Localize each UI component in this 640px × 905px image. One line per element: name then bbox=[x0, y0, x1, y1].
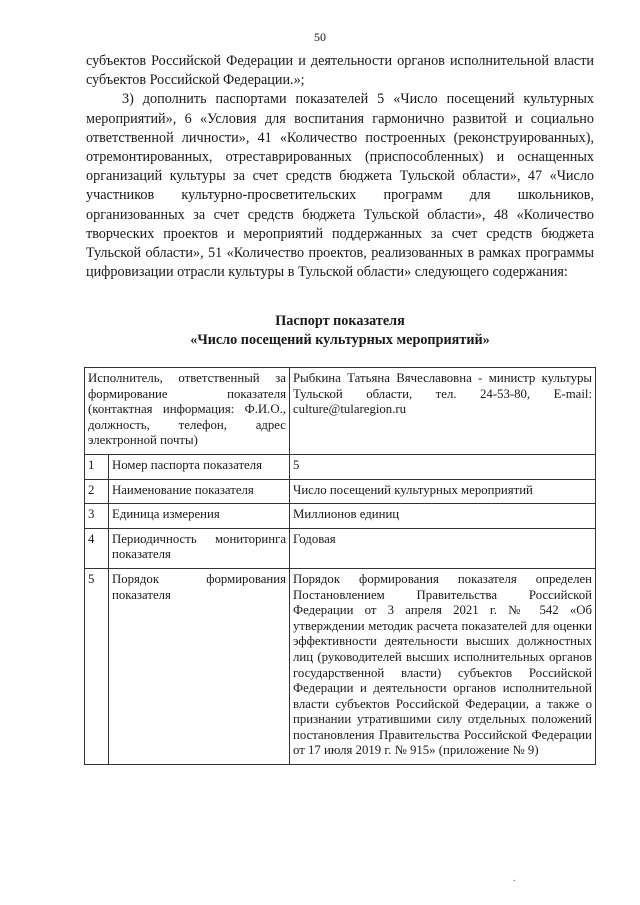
paragraph-continuation: субъектов Российской Федерации и деятельности органов исполнительной власти субъектов Российской Федерации.»; bbox=[86, 53, 594, 89]
passport-table bbox=[84, 367, 596, 765]
table-row bbox=[85, 568, 596, 764]
table-row bbox=[85, 454, 596, 479]
row-label: Порядок формирования показателя bbox=[109, 568, 290, 764]
row-number: 2 bbox=[85, 479, 109, 504]
table-row-executor bbox=[85, 368, 596, 455]
passport-title: Паспорт показателя bbox=[275, 313, 405, 329]
row-value: Миллионов единиц bbox=[290, 504, 596, 529]
passport-heading bbox=[86, 312, 594, 350]
executor-label: Исполнитель, ответственный за формирование показателя (контактная информация: Ф.И.О., должность, телефон, адрес электронной почты) bbox=[85, 368, 290, 455]
paragraph-amendment: 3) дополнить паспортами показателей 5 «Число посещений культурных мероприятий», 6 «Условия для воспитания гармонично развитой и социально ответственной личности», 41 «Количество построенных (реконструированных), отремонтированных, отреставрированных (приспособленных) и оснащенных организаций культуры за счет средств бюджета Тульской области», 47 «Число участников культурно-просветительских программ для школьников, организованных за счет средств бюджета Тульской области», 48 «Количество творческих проектов и мероприятий поддержанных за счет средств бюджета Тульской области», 51 «Количество проектов, реализованных в рамках программы цифровизации отрасли культуры в Тульской области» следующего содержания: bbox=[86, 91, 594, 281]
row-label: Единица измерения bbox=[109, 504, 290, 529]
row-label: Номер паспорта показателя bbox=[109, 454, 290, 479]
table-row bbox=[85, 528, 596, 568]
document-body bbox=[86, 52, 594, 282]
footer-mark: . bbox=[513, 873, 516, 884]
row-value: Годовая bbox=[290, 528, 596, 568]
row-value: 5 bbox=[290, 454, 596, 479]
passport-subtitle: «Число посещений культурных мероприятий» bbox=[190, 332, 490, 348]
row-label: Периодичность мониторинга показателя bbox=[109, 528, 290, 568]
row-number: 5 bbox=[85, 568, 109, 764]
row-number: 4 bbox=[85, 528, 109, 568]
row-label: Наименование показателя bbox=[109, 479, 290, 504]
executor-value: Рыбкина Татьяна Вячеславовна - министр культуры Тульской области, тел. 24-53-80, E-mail: culture@tularegion.ru bbox=[290, 368, 596, 455]
table-row bbox=[85, 504, 596, 529]
row-number: 3 bbox=[85, 504, 109, 529]
row-value: Порядок формирования показателя определен Постановлением Правительства Российской Федерации от 3 апреля 2021 г. № 542 «Об утверждении методик расчета показателей для оценки эффективности деятельности высших должностных лиц (руководителей высших исполнительных органов государственной власти) субъектов Российской Федерации и деятельности органов исполнительной власти субъектов Российской Федерации, а также о признании утратившими силу отдельных положений постановления Правительства Российской Федерации от 17 июля 2019 г. № 915» (приложение № 9) bbox=[290, 568, 596, 764]
page-number: 50 bbox=[314, 30, 326, 44]
table-row bbox=[85, 479, 596, 504]
row-value: Число посещений культурных мероприятий bbox=[290, 479, 596, 504]
row-number: 1 bbox=[85, 454, 109, 479]
